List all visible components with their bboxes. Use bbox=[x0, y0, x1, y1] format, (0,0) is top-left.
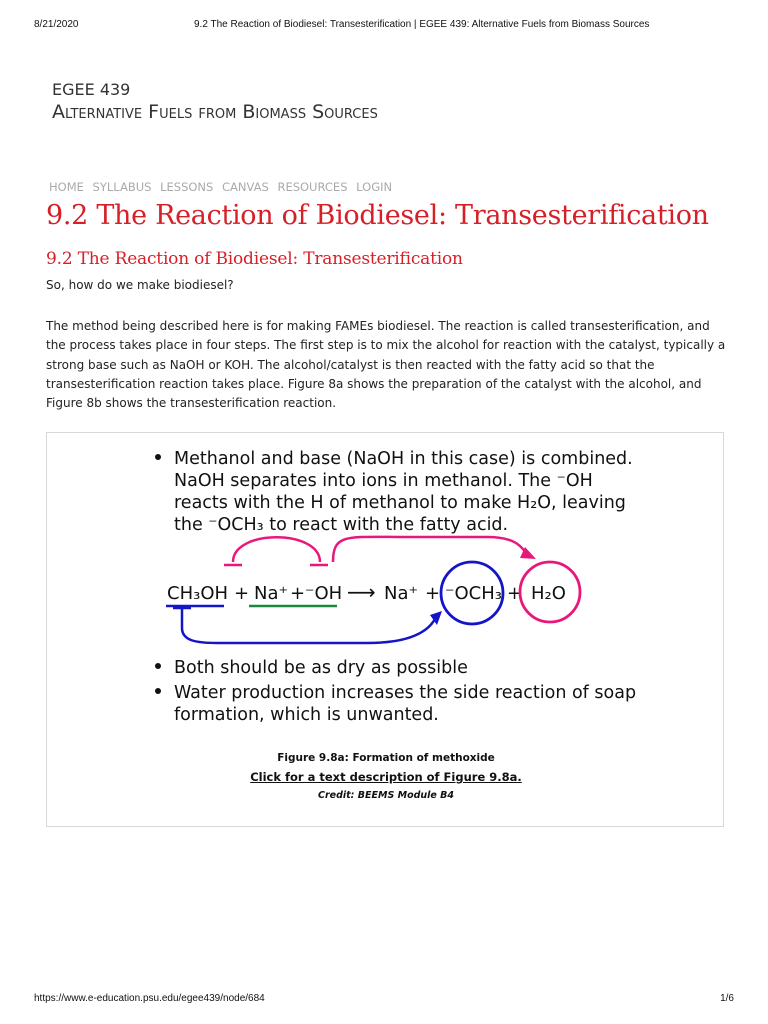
equation-plus-4: + bbox=[507, 583, 523, 604]
reaction-arrow: ⟶ bbox=[347, 580, 376, 604]
methanol-to-methoxide-arrow bbox=[182, 606, 435, 643]
print-url: https://www.e-education.psu.edu/egee439/node/684 bbox=[34, 993, 265, 1004]
figure-container bbox=[46, 432, 724, 827]
nav-home-link[interactable]: HOME bbox=[49, 180, 84, 194]
main-nav bbox=[49, 180, 397, 194]
methoxide-reaction-diagram bbox=[47, 433, 725, 751]
hydroxide-to-water-arrow bbox=[333, 537, 527, 562]
course-title[interactable]: Alternative Fuels from Biomass Sources bbox=[52, 101, 378, 123]
print-page-number: 1/6 bbox=[720, 993, 734, 1004]
nav-canvas-link[interactable]: CANVAS bbox=[221, 180, 269, 194]
nav-lessons-link[interactable]: LESSONS bbox=[160, 180, 214, 194]
equation-plus-2: + bbox=[290, 583, 306, 604]
bullet-dot bbox=[155, 688, 161, 694]
hydroxide-to-methanol-arrow bbox=[233, 537, 320, 562]
methanol-formula: CH₃OH bbox=[167, 583, 229, 604]
bullet-dot bbox=[155, 454, 161, 460]
figure-bullet-1-line-3: reacts with the H of methanol to make H₂O, leaving bbox=[174, 493, 626, 513]
figure-caption bbox=[47, 751, 725, 802]
figure-bullet-1-line-1: Methanol and base (NaOH in this case) is combined. bbox=[174, 449, 633, 469]
water-formula: H₂O bbox=[531, 583, 566, 604]
print-page-title: 9.2 The Reaction of Biodiesel: Transesterification | EGEE 439: Alternative Fuels from Biomass Sources bbox=[194, 19, 650, 30]
figure-bullet-1-line-2: NaOH separates into ions in methanol. The ⁻OH bbox=[174, 471, 593, 491]
page-title: 9.2 The Reaction of Biodiesel: Transesterification bbox=[46, 200, 709, 231]
bullet-dot bbox=[155, 663, 161, 669]
nav-syllabus-link[interactable]: SYLLABUS bbox=[92, 180, 152, 194]
nav-resources-link[interactable]: RESOURCES bbox=[277, 180, 348, 194]
sodium-product: Na⁺ bbox=[384, 583, 418, 604]
section-heading: 9.2 The Reaction of Biodiesel: Transesterification bbox=[46, 249, 463, 269]
figure-bullet-2: Both should be as dry as possible bbox=[174, 658, 468, 678]
print-header bbox=[34, 19, 734, 33]
figure-bullet-3-line-2: formation, which is unwanted. bbox=[174, 705, 439, 725]
figure-bullet-1-line-4: the ⁻OCH₃ to react with the fatty acid. bbox=[174, 515, 509, 535]
figure-bullet-3-line-1: Water production increases the side reaction of soap bbox=[174, 683, 637, 703]
equation-plus-3: + bbox=[425, 583, 441, 604]
methoxide-ion: ⁻OCH₃ bbox=[445, 583, 502, 604]
equation-plus-1: + bbox=[234, 583, 250, 604]
figure-credit: Credit: BEEMS Module B4 bbox=[317, 790, 455, 801]
figure-caption-title: Figure 9.8a: Formation of methoxide bbox=[277, 752, 495, 764]
course-code[interactable]: EGEE 439 bbox=[52, 80, 131, 99]
sodium-ion: Na⁺ bbox=[254, 583, 288, 604]
hydroxide-ion: ⁻OH bbox=[305, 583, 343, 604]
print-date: 8/21/2020 bbox=[34, 19, 79, 30]
figure-text-description-link[interactable]: Click for a text description of Figure 9.8a. bbox=[250, 770, 522, 784]
body-paragraph: The method being described here is for making FAMEs biodiesel. The reaction is called transesterification, and the process takes place in four steps. The first step is to mix the alcohol for reaction with the catalyst, typically a strong base such as NaOH or KOH. The alcohol/catalyst is then reacted with the fatty acid so that the transesterification reaction takes place. Figure 8a shows the preparation of the catalyst with the alcohol, and Figure 8b shows the transesterification reaction. bbox=[46, 319, 726, 411]
nav-login-link[interactable]: LOGIN bbox=[356, 180, 393, 194]
intro-text: So, how do we make biodiesel? bbox=[46, 278, 234, 292]
